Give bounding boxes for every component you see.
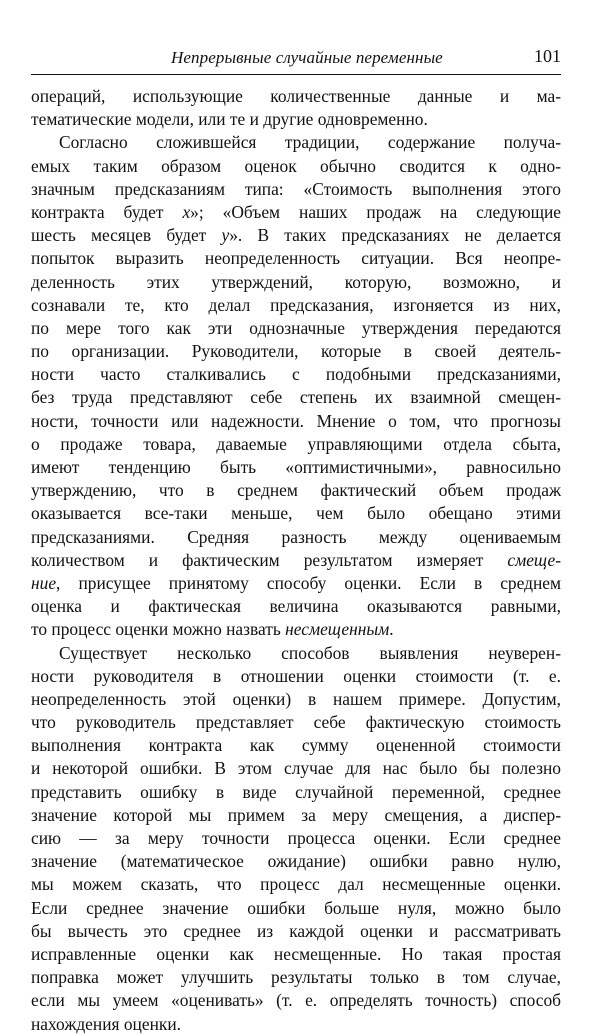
text-segment: представить ошибку в виде случайной переменной, среднее [31, 781, 561, 802]
text-segment: количеством и фактическим результатом измеряет [31, 549, 508, 570]
text-line [31, 247, 561, 270]
text-segment: выполнения контракта как сумму оцененной стоимости [31, 735, 561, 756]
text-line [31, 271, 561, 294]
text-segment: бы вычесть это среднее из каждой оценки и рассматривать [31, 920, 561, 941]
text-line [31, 108, 561, 131]
text-line [31, 386, 561, 409]
text-segment: . [389, 619, 394, 640]
text-line [31, 317, 561, 340]
running-header [31, 44, 561, 75]
text-segment: сознавали те, кто делал предсказания, изгоняется из них, [31, 294, 561, 315]
text-line [31, 897, 561, 920]
text-segment: значение которой мы примем за меру смещения, а диспер- [31, 804, 561, 825]
text-line [31, 688, 561, 711]
text-line [31, 526, 561, 549]
text-line [31, 340, 561, 363]
text-line [31, 433, 561, 456]
text-segment: шесть месяцев будет [31, 225, 222, 246]
text-segment: емых таким образом оценок обычно сводится к одно- [31, 155, 561, 176]
text-line [31, 989, 561, 1012]
text-segment: значение (математическое ожидание) ошибки равно нулю, [31, 851, 561, 872]
text-segment: операций, использующие количественные данные и ма- [31, 86, 561, 106]
paragraph [31, 642, 561, 1036]
text-segment: поправка может улучшить результаты только в том случае, [31, 967, 561, 988]
text-line [31, 827, 561, 850]
text-segment: имеют тенденцию быть «оптимистичными», равносильно [31, 457, 561, 477]
text-line [31, 642, 561, 665]
text-segment: оценка и фактическая величина оказываются равными, [31, 596, 561, 617]
text-line [31, 131, 561, 154]
text-line [31, 850, 561, 873]
text-segment: что руководитель представляет себе фактическую стоимость [31, 712, 561, 733]
text-segment: то процесс оценки можно назвать [31, 619, 286, 640]
text-line [31, 363, 561, 386]
running-title: Непрерывные случайные переменные [171, 48, 443, 67]
text-line [31, 479, 561, 502]
text-line [31, 85, 561, 108]
text-segment: предсказаниями. Средняя разность между оцениваемым [31, 526, 561, 547]
text-segment: Существует несколько способов выявления неуверен- [59, 642, 561, 663]
italic-text: смеще- [507, 549, 561, 570]
text-line [31, 804, 561, 827]
text-segment: контракта будет [31, 201, 183, 222]
text-segment: мы можем сказать, что процесс дал несмещенные оценки. [31, 874, 561, 895]
text-line [31, 665, 561, 688]
paragraph [31, 85, 561, 131]
body-text [31, 85, 561, 1036]
text-segment: ности, точности или надежности. Мнение о том, что прогнозы [31, 410, 561, 431]
text-line [31, 410, 561, 433]
text-line [31, 595, 561, 618]
text-segment: нахождения оценки. [31, 1013, 181, 1034]
text-segment: деленность этих утверждений, которую, возможно, и [31, 271, 561, 292]
italic-text: x [182, 201, 191, 222]
text-segment: Если среднее значение ошибки больше нуля, можно было [31, 897, 561, 918]
text-line [31, 456, 561, 479]
text-line [31, 178, 561, 201]
text-segment: попыток выразить неопределенность ситуации. Вся неопре- [31, 248, 561, 269]
text-line [31, 572, 561, 595]
text-line [31, 502, 561, 525]
text-segment: по мере того как эти однозначные утверждения передаются [31, 317, 561, 338]
text-segment: и некоторой ошибки. В этом случае для нас было бы полезно [31, 758, 561, 779]
text-line [31, 294, 561, 317]
text-line [31, 201, 561, 224]
text-line [31, 920, 561, 943]
text-line [31, 734, 561, 757]
text-segment: »; «Объем наших продаж на следующие [190, 201, 561, 222]
text-line [31, 155, 561, 178]
text-line [31, 943, 561, 966]
text-segment: ности руководителя в отношении оценки стоимости (т. е. [31, 665, 561, 686]
italic-text: несмещенным [285, 619, 390, 640]
text-segment: утверждению, что в среднем фактический объем продаж [31, 480, 561, 501]
page-number: 101 [534, 46, 561, 66]
text-segment: о продаже товара, даваемые управляющими отдела сбыта, [31, 433, 561, 454]
text-segment: значным предсказаниям типа: «Стоимость выполнения этого [31, 178, 561, 199]
text-segment: неопределенность этой оценки) в нашем примере. Допустим, [31, 688, 561, 709]
text-segment: по организации. Руководители, которые в своей деятель- [31, 341, 561, 362]
text-segment: ности часто сталкивались с подобными предсказаниями, [31, 364, 561, 385]
text-line [31, 618, 561, 641]
text-line [31, 549, 561, 572]
text-segment: без труда представляют себе степень их взаимной смещен- [31, 387, 561, 408]
text-segment: тематические модели, или те и другие одновременно. [31, 109, 428, 130]
italic-text: y [221, 225, 230, 246]
text-segment: оказывается все-таки меньше, чем было обещано этими [31, 503, 561, 524]
text-line [31, 781, 561, 804]
text-segment: если мы умеем «оценивать» (т. е. определять точность) способ [31, 990, 561, 1011]
text-segment: ». В таких предсказаниях не делается [229, 225, 561, 246]
text-segment: исправленные оценки как несмещенные. Но такая простая [31, 943, 561, 964]
italic-text: ние [31, 572, 57, 593]
text-line [31, 966, 561, 989]
text-line [31, 1013, 561, 1036]
text-line [31, 757, 561, 780]
text-segment: , присущее принятому способу оценки. Если в среднем [56, 572, 561, 593]
text-segment: Согласно сложившейся традиции, содержание получа- [59, 132, 561, 153]
text-line [31, 224, 561, 247]
text-line [31, 873, 561, 896]
paragraph [31, 131, 561, 641]
text-segment: сию — за меру точности процесса оценки. Если среднее [31, 828, 561, 848]
text-line [31, 711, 561, 734]
